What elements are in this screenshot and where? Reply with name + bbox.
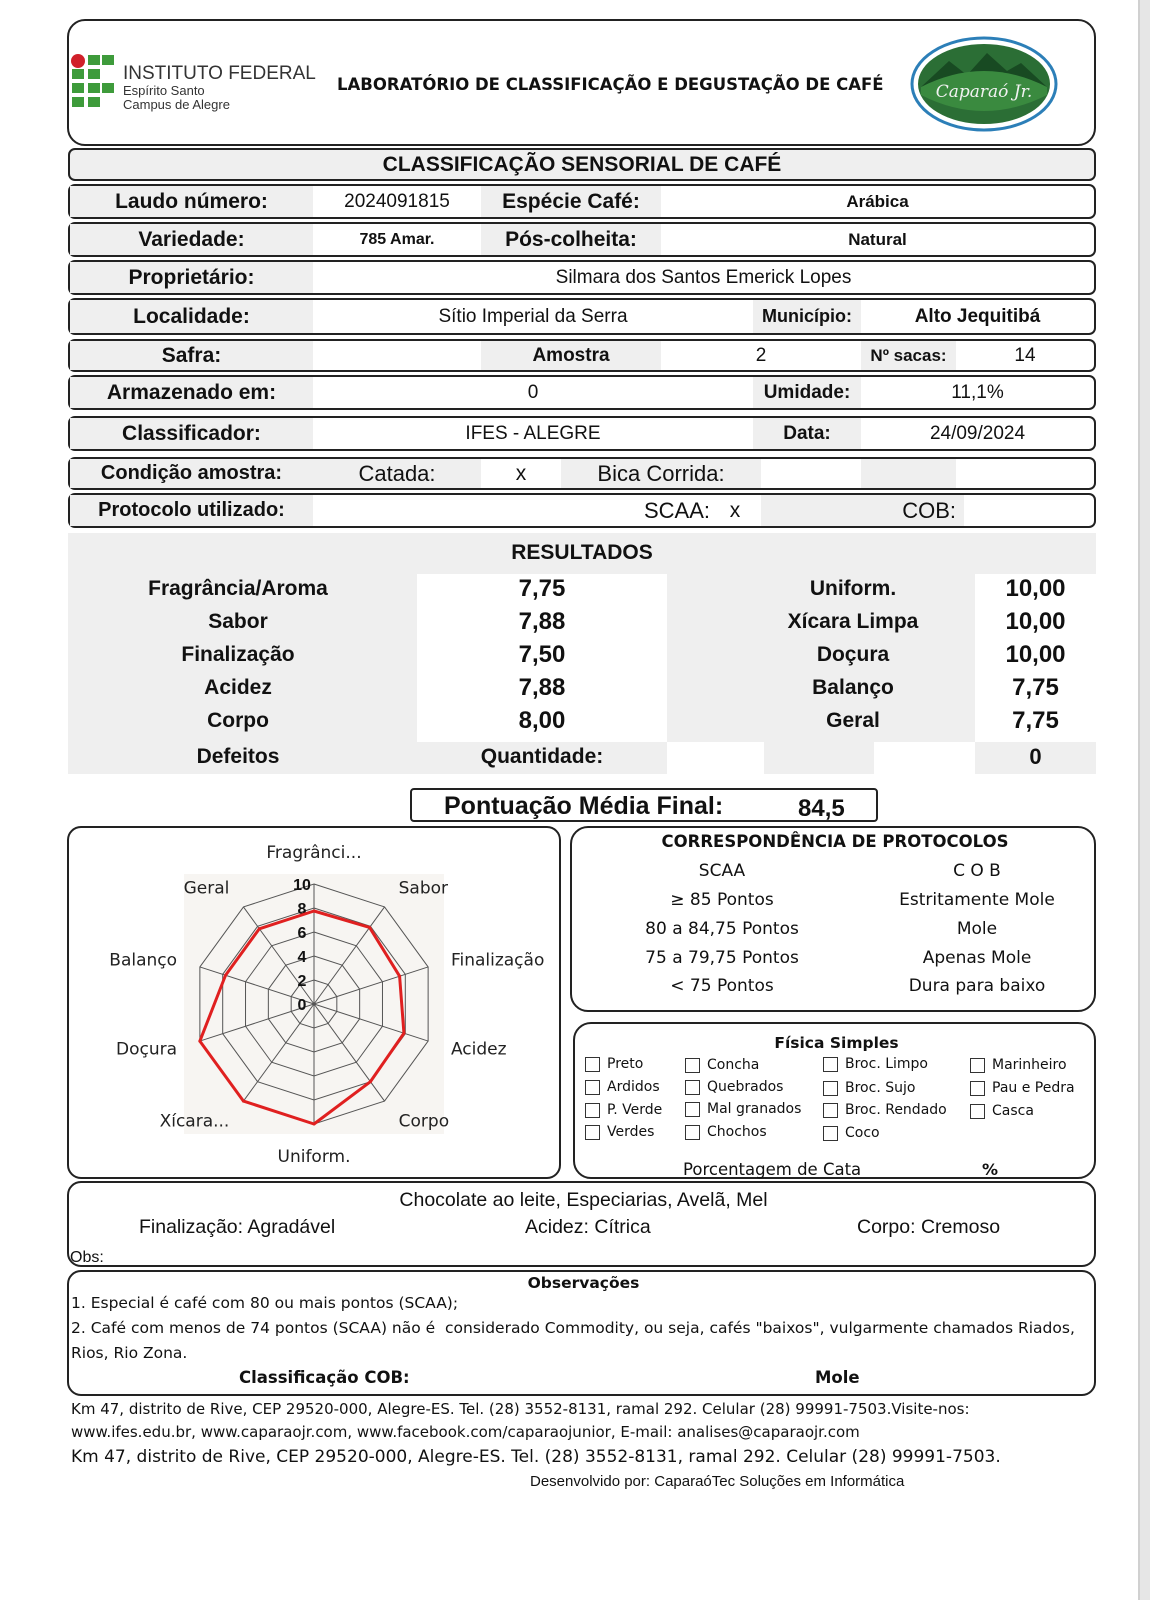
institute-logo — [69, 53, 117, 113]
protocolo-label: Protocolo utilizado: — [70, 495, 313, 526]
notes-finalizacao: Finalização: Agradável — [139, 1216, 336, 1238]
checkbox-chochos[interactable]: Chochos — [685, 1124, 767, 1140]
observacoes-box — [67, 1270, 1096, 1396]
footer-line2: www.ifes.edu.br, www.caparaojr.com, www.facebook.com/caparaojunior, E-mail: analises@caparaojr.com — [71, 1423, 860, 1441]
data-label: Data: — [753, 418, 861, 449]
catada-label: Catada: — [313, 459, 481, 488]
checkbox-quebrados[interactable]: Quebrados — [685, 1079, 783, 1095]
checkbox-casca[interactable]: Casca — [970, 1103, 1034, 1119]
sacas-label: Nº sacas: — [861, 341, 956, 370]
bica-extra — [861, 459, 956, 488]
radar-tick-label: 10 — [293, 877, 311, 894]
observacoes-line2a: 2. Café com menos de 74 pontos (SCAA) não é — [71, 1319, 436, 1337]
checkbox-broc-limpo[interactable]: Broc. Limpo — [823, 1056, 928, 1072]
sacas-value: 14 — [1014, 344, 1036, 366]
armazenado-label: Armazenado em: — [70, 377, 313, 408]
especie-value: Arábica — [846, 191, 909, 211]
institute-sub2: Campus de Alegre — [123, 97, 230, 112]
radar-category-label: Uniform. — [277, 1147, 351, 1167]
proprietario-label: Proprietário: — [70, 262, 313, 293]
radar-point — [258, 927, 261, 930]
result-label: Acidez — [204, 676, 272, 699]
data-value: 24/09/2024 — [929, 422, 1026, 444]
radar-point — [402, 1032, 405, 1035]
header-box — [67, 19, 1096, 146]
radar-point — [313, 1123, 316, 1126]
result-label: Sabor — [208, 610, 268, 633]
radar-category-label: Xícara... — [159, 1111, 230, 1132]
pos-colheita-label: Pós-colheita: — [481, 224, 661, 255]
checkbox-coco[interactable]: Coco — [823, 1125, 880, 1141]
checkbox-marinheiro[interactable]: Marinheiro — [970, 1057, 1067, 1073]
condicao-label: Condição amostra: — [70, 459, 313, 488]
result-value: 10,00 — [1005, 575, 1066, 602]
classificador-value: IFES - ALEGRE — [465, 422, 601, 444]
footer-line3: Km 47, distrito de Rive, CEP 29520-000, Alegre-ES. Tel. (28) 3552-8131, ramal 292. Celular (28) 99991-7503. — [71, 1447, 1001, 1467]
lab-title: LABORATÓRIO DE CLASSIFICAÇÃO E DEGUSTAÇÃO DE CAFÉ — [337, 75, 884, 94]
result-value: 7,50 — [518, 641, 566, 668]
safra-value — [313, 341, 481, 370]
pos-colheita-value: Natural — [848, 229, 907, 249]
institute-sub1: Espírito Santo — [123, 83, 205, 98]
safra-label: Safra: — [70, 341, 313, 370]
localidade-value: Sítio Imperial da Serra — [438, 305, 628, 327]
caparao-logo — [909, 35, 1059, 133]
result-value: 7,88 — [518, 608, 566, 635]
final-score-value: 84,5 — [798, 795, 845, 822]
protocols-title: CORRESPONDÊNCIA DE PROTOCOLOS — [661, 832, 1009, 851]
checkbox-preto[interactable]: Preto — [585, 1056, 643, 1072]
protocol-scaa: < 75 Pontos — [670, 976, 774, 996]
final-score-label: Pontuação Média Final: — [444, 792, 724, 820]
radar-tick-label: 4 — [297, 949, 307, 966]
row-condicao — [68, 457, 1096, 490]
defeitos-qty-bg2 — [874, 742, 975, 774]
footer-line1: Km 47, distrito de Rive, CEP 29520-000, Alegre-ES. Tel. (28) 3552-8131, ramal 292. Celular (28) 99991-7503.Visite-nos: — [71, 1400, 970, 1418]
radar-tick-label: 6 — [297, 925, 307, 942]
radar-category-label: Finalização — [450, 950, 545, 971]
result-value: 7,75 — [1012, 707, 1059, 734]
radar-category-label: Corpo — [398, 1111, 450, 1132]
checkbox-pau-e-pedra[interactable]: Pau e Pedra — [970, 1080, 1075, 1096]
radar-point — [369, 1080, 372, 1083]
cob-label: COB: — [761, 495, 964, 526]
result-label: Fragrância/Aroma — [148, 577, 328, 600]
row-variedade — [68, 222, 1096, 257]
result-value: 8,00 — [518, 707, 566, 734]
fisica-box — [573, 1022, 1096, 1179]
defeitos-qty-bg1 — [667, 742, 764, 774]
radar-tick-label: 2 — [297, 973, 307, 990]
checkbox-mal-granados[interactable]: Mal granados — [685, 1101, 801, 1117]
notes-flavors: Chocolate ao leite, Especiarias, Avelã, Mel — [399, 1189, 768, 1211]
row-safra — [68, 339, 1096, 372]
notes-obs-label: Obs: — [70, 1249, 104, 1266]
proprietario-value: Silmara dos Santos Emerick Lopes — [555, 266, 852, 288]
classificacao-cob-value: Mole — [815, 1368, 860, 1387]
result-value: 7,75 — [518, 575, 566, 602]
checkbox-verdes[interactable]: Verdes — [585, 1124, 654, 1140]
observacoes-line3: Rios, Rio Zona. — [71, 1344, 188, 1362]
row-armazenado — [68, 375, 1096, 410]
result-label: Finalização — [181, 643, 295, 666]
amostra-value: 2 — [755, 344, 767, 366]
notes-box — [67, 1181, 1096, 1267]
results-title: RESULTADOS — [511, 541, 653, 564]
radar-tick-label: 0 — [297, 997, 307, 1014]
radar-chart — [69, 828, 559, 1177]
row-protocolo — [68, 493, 1096, 528]
municipio-value: Alto Jequitibá — [914, 305, 1041, 327]
observacoes-line2b: considerado Commodity, ou seja, cafés "baixos", vulgarmente chamados Riados, — [445, 1319, 1075, 1337]
checkbox-p-verde[interactable]: P. Verde — [585, 1102, 662, 1118]
armazenado-value: 0 — [527, 381, 539, 403]
checkbox-concha[interactable]: Concha — [685, 1057, 759, 1073]
result-label: Corpo — [207, 709, 269, 732]
classificacao-cob-label: Classificação COB: — [239, 1368, 410, 1387]
checkbox-broc-sujo[interactable]: Broc. Sujo — [823, 1080, 915, 1096]
observacoes-line1: 1. Especial é café com 80 ou mais pontos (SCAA); — [71, 1294, 459, 1312]
protocol-scaa: 80 a 84,75 Pontos — [645, 919, 799, 939]
footer-credit: Desenvolvido por: CaparaóTec Soluções em Informática — [530, 1473, 905, 1490]
laudo-value: 2024091815 — [344, 190, 450, 212]
result-label: Xícara Limpa — [787, 610, 919, 633]
row-localidade — [68, 298, 1096, 335]
observacoes-title: Observações — [527, 1274, 640, 1292]
form-title-row — [68, 148, 1096, 181]
radar-category-label: Doçura — [116, 1039, 178, 1060]
radar-chart-box — [67, 826, 561, 1179]
result-value: 7,88 — [518, 674, 566, 701]
protocols-cob-header: C O B — [953, 861, 1001, 881]
bica-label: Bica Corrida: — [561, 459, 761, 488]
protocol-cob: Apenas Mole — [922, 948, 1032, 968]
result-label: Geral — [826, 709, 880, 732]
institute-name: INSTITUTO FEDERAL — [123, 63, 316, 84]
result-value: 10,00 — [1005, 641, 1066, 668]
municipio-label: Município: — [753, 300, 861, 333]
scaa-mark: x — [729, 498, 741, 522]
cata-label: Porcentagem de Cata — [683, 1160, 862, 1179]
amostra-label: Amostra — [481, 341, 661, 370]
defeitos-value: 0 — [1029, 744, 1042, 769]
protocols-scaa-header: SCAA — [698, 861, 746, 881]
logo-text: Caparaó Jr. — [935, 82, 1033, 102]
radar-point — [224, 974, 227, 977]
cata-unit: % — [982, 1160, 999, 1179]
radar-point — [368, 926, 371, 929]
result-label: Doçura — [816, 643, 890, 666]
fisica-title: Física Simples — [774, 1034, 899, 1052]
page-edge — [1138, 0, 1150, 1600]
defeitos-label: Defeitos — [196, 745, 280, 768]
variedade-value: 785 Amar. — [359, 230, 435, 248]
radar-point — [242, 1100, 245, 1103]
checkbox-broc-rendado[interactable]: Broc. Rendado — [823, 1102, 947, 1118]
umidade-value: 11,1% — [951, 381, 1004, 403]
radar-category-label: Sabor — [398, 878, 449, 899]
radar-category-label: Balanço — [109, 950, 178, 971]
result-label: Uniform. — [809, 577, 897, 600]
radar-category-label: Geral — [183, 878, 230, 899]
radar-point — [313, 910, 316, 913]
laudo-label: Laudo número: — [70, 186, 313, 217]
result-label: Balanço — [812, 676, 894, 699]
result-value: 10,00 — [1005, 608, 1066, 635]
result-value: 7,75 — [1012, 674, 1059, 701]
row-laudo — [68, 184, 1096, 219]
notes-acidez: Acidez: Cítrica — [525, 1216, 651, 1238]
bica-value — [761, 459, 861, 488]
form-title: CLASSIFICAÇÃO SENSORIAL DE CAFÉ — [382, 152, 782, 176]
radar-point — [198, 1040, 201, 1043]
catada-mark: x — [515, 461, 527, 485]
radar-category-label: Acidez — [450, 1039, 507, 1060]
radar-point — [398, 975, 401, 978]
row-classificador — [68, 416, 1096, 451]
protocols-box — [570, 826, 1096, 1012]
scaa-label: SCAA: — [643, 497, 710, 523]
results-panel — [68, 533, 1096, 774]
final-score-box — [410, 788, 878, 822]
row-proprietario — [68, 260, 1096, 295]
protocol-cob: Mole — [956, 919, 998, 939]
radar-category-label: Fragrânci... — [266, 843, 362, 863]
radar-tick-label: 8 — [297, 901, 307, 918]
classificador-label: Classificador: — [70, 418, 313, 449]
protocol-scaa: 75 a 79,75 Pontos — [645, 948, 799, 968]
especie-label: Espécie Café: — [481, 186, 661, 217]
protocol-cob: Dura para baixo — [908, 976, 1046, 996]
notes-corpo: Corpo: Cremoso — [857, 1216, 1001, 1238]
protocol-scaa: ≥ 85 Pontos — [670, 890, 774, 910]
umidade-label: Umidade: — [753, 377, 861, 408]
variedade-label: Variedade: — [70, 224, 313, 255]
protocol-cob: Estritamente Mole — [899, 890, 1055, 910]
checkbox-ardidos[interactable]: Ardidos — [585, 1079, 660, 1095]
localidade-label: Localidade: — [70, 300, 313, 333]
quantidade-label: Quantidade: — [480, 745, 604, 768]
